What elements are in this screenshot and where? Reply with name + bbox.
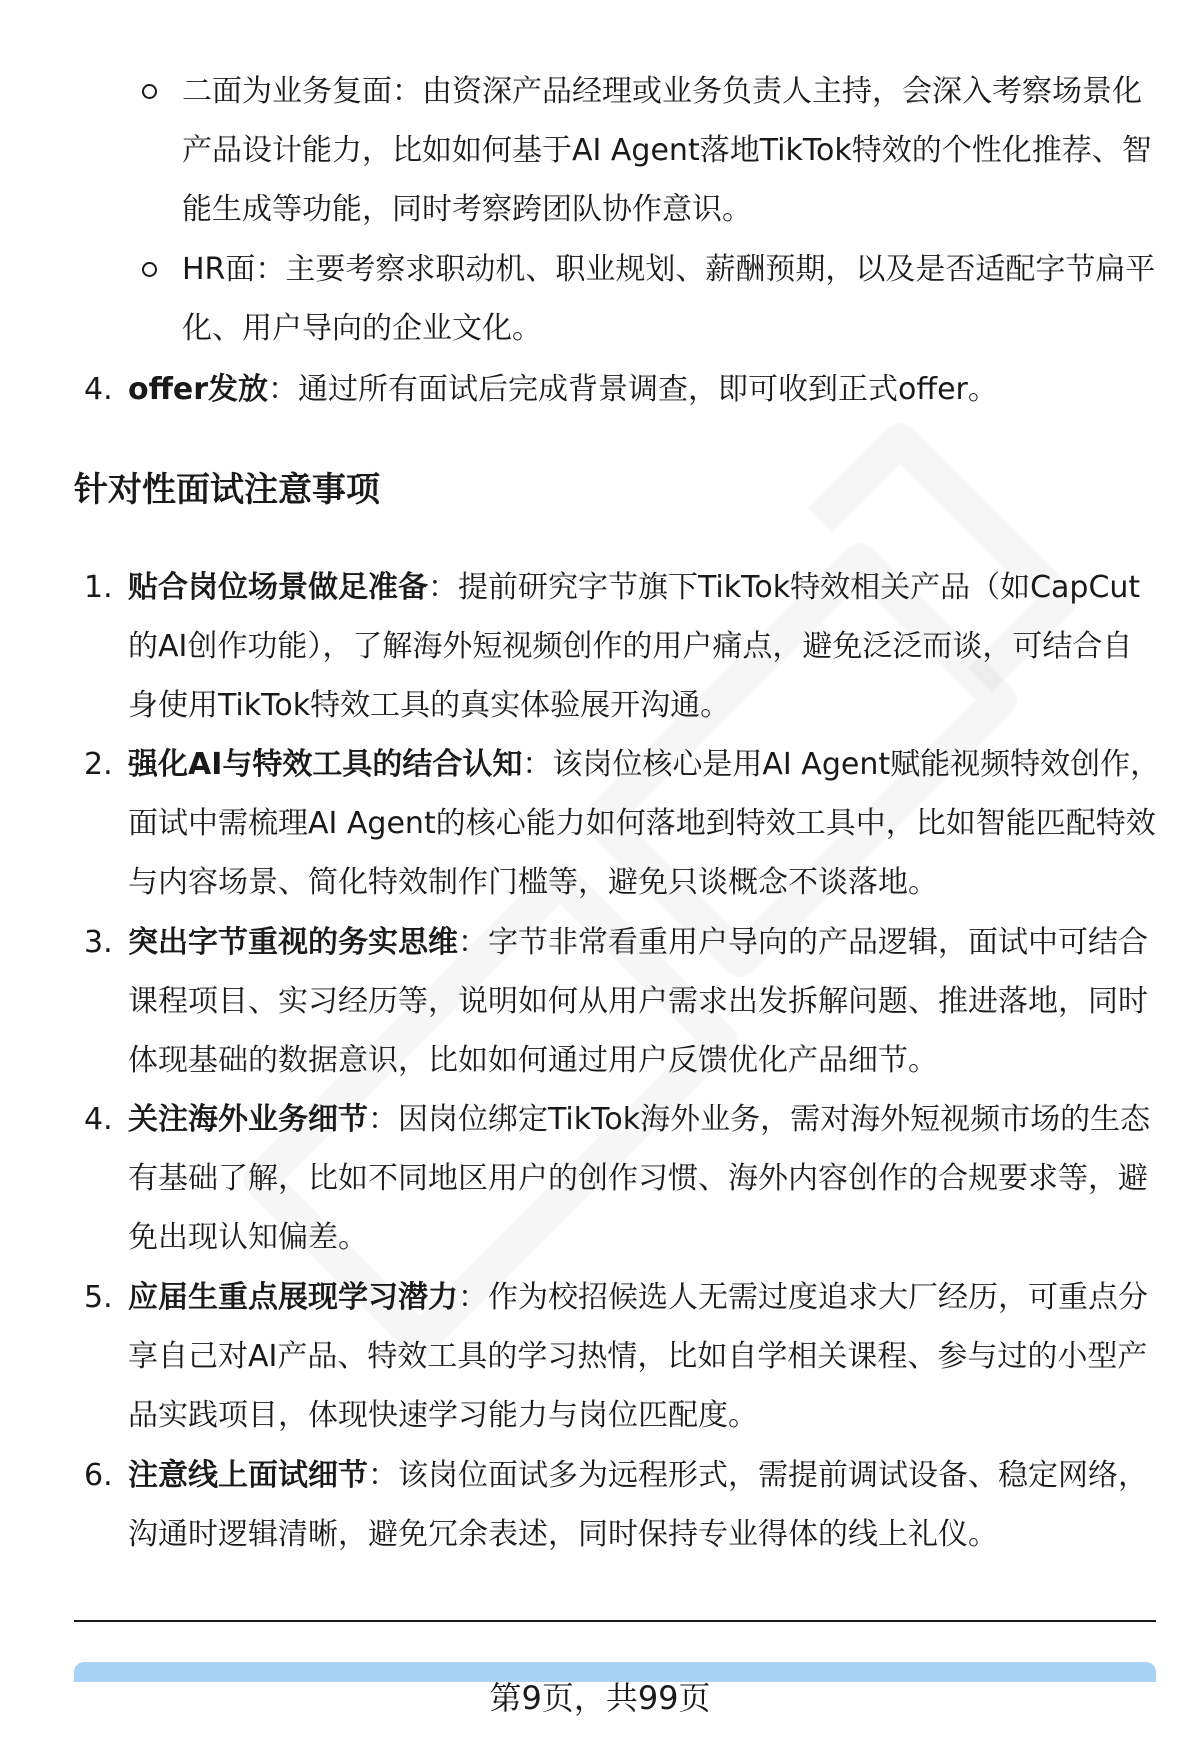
list-item-line — [84, 1446, 1154, 1505]
sub-list-item — [150, 62, 1150, 239]
list-item-line: 免出现认知偏差。 — [128, 1220, 368, 1255]
sub-list-item — [150, 240, 1156, 358]
list-item-line — [84, 735, 1161, 794]
list-item-line: 体现基础的数据意识，比如如何通过用户反馈优化产品细节。 — [128, 1043, 938, 1078]
list-item-text: ：作为校招候选人无需过度追求大厂经历，可重点分 — [458, 1280, 1148, 1315]
tip-list-item — [84, 1446, 1154, 1564]
sub-item-line: 二面为业务复面：由资深产品经理或业务负责人主持，会深入考察场景化 — [182, 74, 1142, 109]
sub-item-line: HR面：主要考察求职动机、职业规划、薪酬预期，以及是否适配字节扁平 — [182, 252, 1156, 287]
sub-item-line: 化、用户导向的企业文化。 — [182, 311, 542, 346]
sub-item-line: 能生成等功能，同时考察跨团队协作意识。 — [182, 192, 752, 227]
list-item-title: 应届生重点展现学习潜力 — [128, 1280, 458, 1315]
list-item-line: 的AI创作功能），了解海外短视频创作的用户痛点，避免泛泛而谈，可结合自 — [128, 629, 1133, 664]
list-item-title: 注意线上面试细节 — [128, 1458, 368, 1493]
list-item-text: ：该岗位核心是用AI Agent赋能视频特效创作， — [522, 747, 1161, 782]
list-item-line — [84, 1090, 1154, 1149]
tip-list-item — [84, 1268, 1154, 1445]
footer-divider — [74, 1620, 1156, 1622]
section-title: 针对性面试注意事项 — [74, 470, 380, 510]
list-item-title: 突出字节重视的务实思维 — [128, 925, 458, 960]
list-item-text: ：因岗位绑定TikTok海外业务，需对海外短视频市场的生态 — [368, 1102, 1151, 1137]
list-item-line — [84, 360, 1154, 419]
tip-list-item — [84, 913, 1154, 1090]
list-number: 2. — [84, 747, 113, 782]
list-item-text: ：通过所有面试后完成背景调查，即可收到正式offer。 — [268, 372, 998, 407]
list-item-text: ：该岗位面试多为远程形式，需提前调试设备、稳定网络， — [368, 1458, 1148, 1493]
list-item-line: 享自己对AI产品、特效工具的学习热情，比如自学相关课程、参与过的小型产 — [128, 1339, 1148, 1374]
list-item-line: 有基础了解，比如不同地区用户的创作习惯、海外内容创作的合规要求等，避 — [128, 1161, 1148, 1196]
list-number: 4. — [84, 372, 113, 407]
list-number: 4. — [84, 1102, 113, 1137]
list-item-line — [84, 1268, 1154, 1327]
list-item-title: 关注海外业务细节 — [128, 1102, 368, 1137]
list-item-line: 课程项目、实习经历等，说明如何从用户需求出发拆解问题、推进落地，同时 — [128, 984, 1148, 1019]
list-item-line: 品实践项目，体现快速学习能力与岗位匹配度。 — [128, 1398, 758, 1433]
list-number: 3. — [84, 925, 113, 960]
list-number: 5. — [84, 1280, 113, 1315]
tip-list-item — [84, 558, 1154, 735]
list-item-line: 与内容场景、简化特效制作门槛等，避免只谈概念不谈落地。 — [128, 865, 938, 900]
tip-list-item — [84, 735, 1161, 912]
list-item-line: 身使用TikTok特效工具的真实体验展开沟通。 — [128, 688, 731, 723]
list-item-text: ：字节非常看重用户导向的产品逻辑，面试中可结合 — [458, 925, 1148, 960]
hollow-bullet-icon — [142, 84, 157, 99]
list-item-line: 面试中需梳理AI Agent的核心能力如何落地到特效工具中，比如智能匹配特效 — [128, 806, 1156, 841]
list-item-text: ：提前研究字节旗下TikTok特效相关产品（如CapCut — [428, 570, 1141, 605]
offer-list-item — [84, 360, 1154, 419]
list-item-line: 沟通时逻辑清晰，避免冗余表述，同时保持专业得体的线上礼仪。 — [128, 1517, 998, 1552]
list-item-title: offer发放 — [128, 372, 269, 407]
list-number: 6. — [84, 1458, 113, 1493]
list-item-title: 贴合岗位场景做足准备 — [128, 570, 428, 605]
hollow-bullet-icon — [142, 262, 157, 277]
list-item-title: 强化AI与特效工具的结合认知 — [128, 747, 523, 782]
list-item-line — [84, 558, 1154, 617]
tip-list-item — [84, 1090, 1154, 1267]
sub-item-line: 产品设计能力，比如如何基于AI Agent落地TikTok特效的个性化推荐、智 — [182, 133, 1152, 168]
list-number: 1. — [84, 570, 113, 605]
list-item-line — [84, 913, 1154, 972]
page-number: 第9页，共99页 — [489, 1679, 711, 1717]
